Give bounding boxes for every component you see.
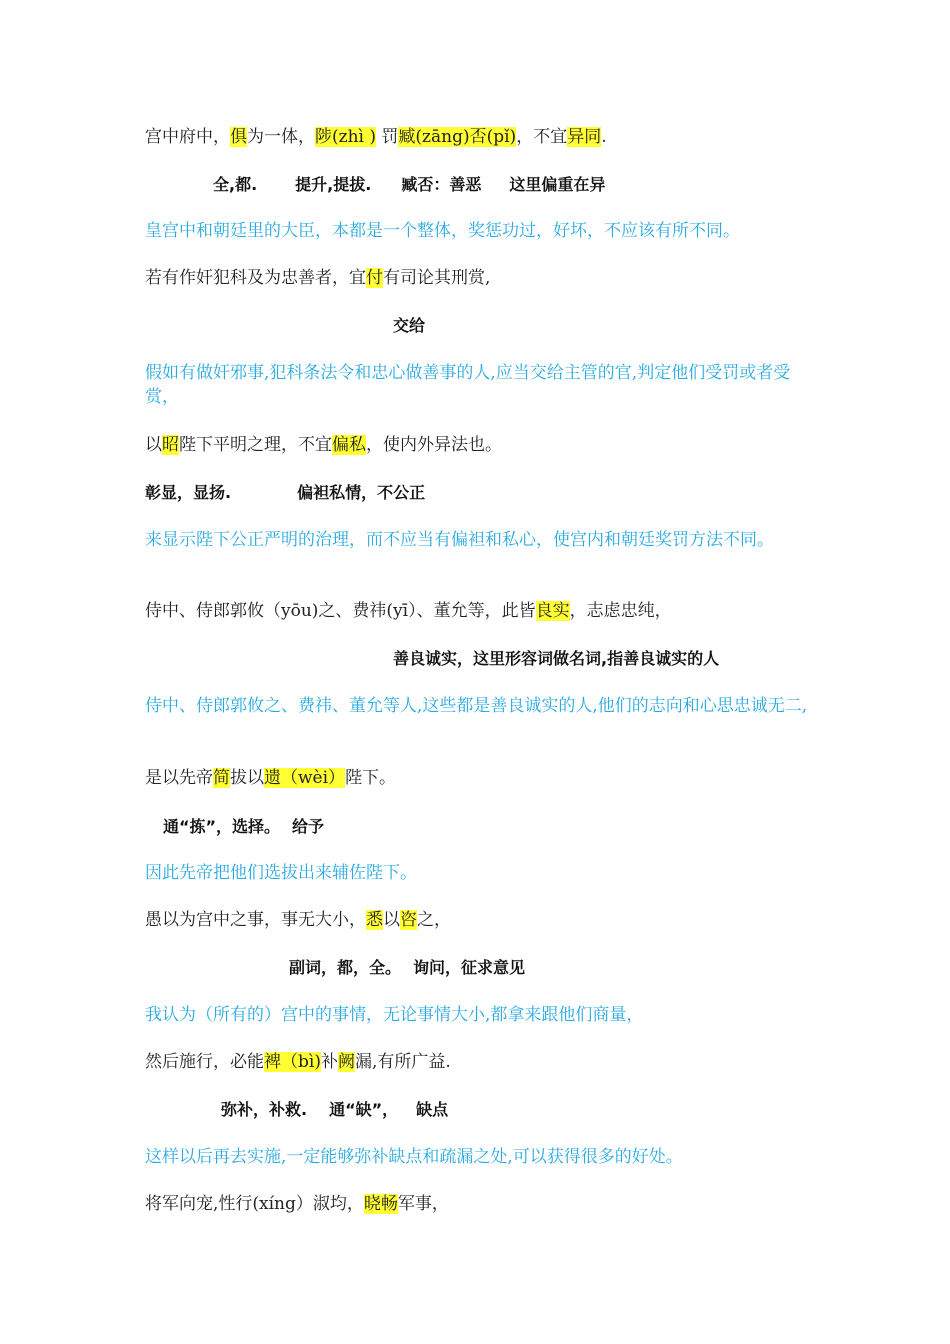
- original-text-line: [145, 1050, 815, 1074]
- text-segment: 弥补，补救.: [221, 1100, 308, 1119]
- text-segment: 若有作奸犯科及为忠善者，宜: [145, 268, 366, 288]
- text-segment: 这里偏重在异: [509, 175, 606, 194]
- text-segment: ，使内外异法也。: [366, 435, 502, 455]
- text-segment: 陛下平明之理，不宜: [179, 435, 332, 455]
- text-segment: .: [601, 127, 607, 147]
- text-segment: 以: [145, 435, 162, 455]
- translation-line: [145, 219, 815, 243]
- text-segment: 因此先帝把他们选拔出来辅佐陛下。: [145, 863, 417, 883]
- text-segment: 这样以后再去实施,一定能够弥补缺点和疏漏之处,可以获得很多的好处。: [145, 1147, 683, 1167]
- translation-line: [145, 1003, 815, 1027]
- text-segment: 询问，征求意见: [413, 958, 526, 977]
- highlighted-term: 裨（bì): [264, 1052, 321, 1072]
- text-segment: 提升,提拔.: [295, 175, 372, 194]
- highlighted-term: 遗（wèi）: [264, 768, 346, 788]
- highlighted-term: 付: [366, 268, 383, 288]
- text-segment: 是以先帝: [145, 768, 213, 788]
- original-text-line: [145, 433, 815, 457]
- text-segment: 侍中、侍郎郭攸之、费祎、董允等人,这些都是善良诚实的人,他们的志向和心思忠诚无二,: [145, 696, 808, 716]
- original-text-line: [145, 599, 815, 623]
- text-segment: 为一体，: [247, 127, 315, 147]
- text-segment: 副词，都，全。: [289, 958, 402, 977]
- original-text-line: [145, 1192, 815, 1216]
- translation-line: [145, 694, 815, 718]
- text-segment: 补: [320, 1052, 338, 1072]
- translation-line: [145, 861, 815, 885]
- highlighted-term: 阙: [337, 1052, 355, 1072]
- translation-line: [145, 361, 815, 409]
- text-segment: 有司论其刑赏,: [383, 268, 491, 288]
- annotation-line: [289, 956, 950, 980]
- text-segment: 然后施行，必能: [145, 1052, 264, 1072]
- text-segment: 交给: [393, 316, 426, 335]
- highlighted-term: 俱: [230, 127, 247, 147]
- highlighted-term: 简: [213, 768, 230, 788]
- text-segment: 善良诚实，这里形容词做名词,指善良诚实的人: [393, 649, 720, 668]
- text-segment: 缺点: [416, 1100, 449, 1119]
- text-segment: 以: [383, 910, 400, 930]
- text-segment: 臧否：善恶: [401, 175, 482, 194]
- text-segment: 漏,有所广益.: [354, 1052, 451, 1072]
- highlighted-term: 咨: [400, 910, 417, 930]
- annotation-line: [213, 173, 883, 197]
- text-segment: 军事，: [397, 1194, 449, 1214]
- text-segment: 之，: [417, 910, 451, 930]
- highlighted-term: 异同: [567, 127, 602, 147]
- highlighted-term: 陟(zhì ): [315, 127, 377, 147]
- text-segment: 通“拣”，选择。: [163, 817, 281, 836]
- highlighted-term: 臧(zāng)否(pǐ): [398, 127, 517, 147]
- text-segment: 宫中府中，: [145, 127, 230, 147]
- text-segment: 愚以为宫中之事，事无大小，: [145, 910, 366, 930]
- text-segment: 来显示陛下公正严明的治理，而不应当有偏袒和私心，使宫内和朝廷奖罚方法不同。: [145, 530, 774, 550]
- text-segment: 全,都.: [213, 175, 258, 194]
- translation-line: [145, 1145, 815, 1169]
- text-segment: 假如有做奸邪事,犯科条法令和忠心做善事的人,应当交给主管的官,判定他们受罚或者受赏，: [145, 363, 791, 407]
- text-segment: 偏袒私情，不公正: [297, 483, 426, 502]
- text-segment: 皇宫中和朝廷里的大臣，本都是一个整体，奖惩功过，好坏，不应该有所不同。: [145, 221, 740, 241]
- text-segment: 通“缺”，: [329, 1100, 399, 1119]
- text-segment: 我认为（所有的）宫中的事情，无论事情大小,都拿来跟他们商量，: [145, 1005, 644, 1025]
- text-segment: 陛下。: [345, 768, 397, 788]
- annotation-line: [393, 314, 950, 338]
- annotation-line: [221, 1098, 891, 1122]
- highlighted-term: 昭: [162, 435, 179, 455]
- text-segment: 彰显，显扬.: [145, 483, 232, 502]
- annotation-line: [163, 815, 833, 839]
- text-segment: 侍中、侍郎郭攸（yōu)之、费祎(yī）、董允等，此皆: [145, 601, 536, 621]
- text-segment: ，志虑忠纯，: [569, 601, 672, 621]
- original-text-line: [145, 266, 815, 290]
- highlighted-term: 良实: [535, 601, 570, 621]
- annotation-line: [393, 647, 950, 671]
- text-segment: ，不宜: [516, 127, 568, 147]
- text-segment: 罚: [376, 127, 399, 147]
- highlighted-term: 偏私: [332, 435, 366, 455]
- original-text-line: [145, 125, 815, 149]
- text-segment: 将军向宠,性行(xíng）淑均，: [145, 1194, 364, 1214]
- original-text-line: [145, 766, 815, 790]
- text-segment: 给予: [292, 817, 325, 836]
- highlighted-term: 晓畅: [363, 1194, 398, 1214]
- annotation-line: [145, 481, 815, 505]
- original-text-line: [145, 908, 815, 932]
- translation-line: [145, 528, 815, 552]
- highlighted-term: 悉: [366, 910, 383, 930]
- text-segment: 拔以: [230, 768, 264, 788]
